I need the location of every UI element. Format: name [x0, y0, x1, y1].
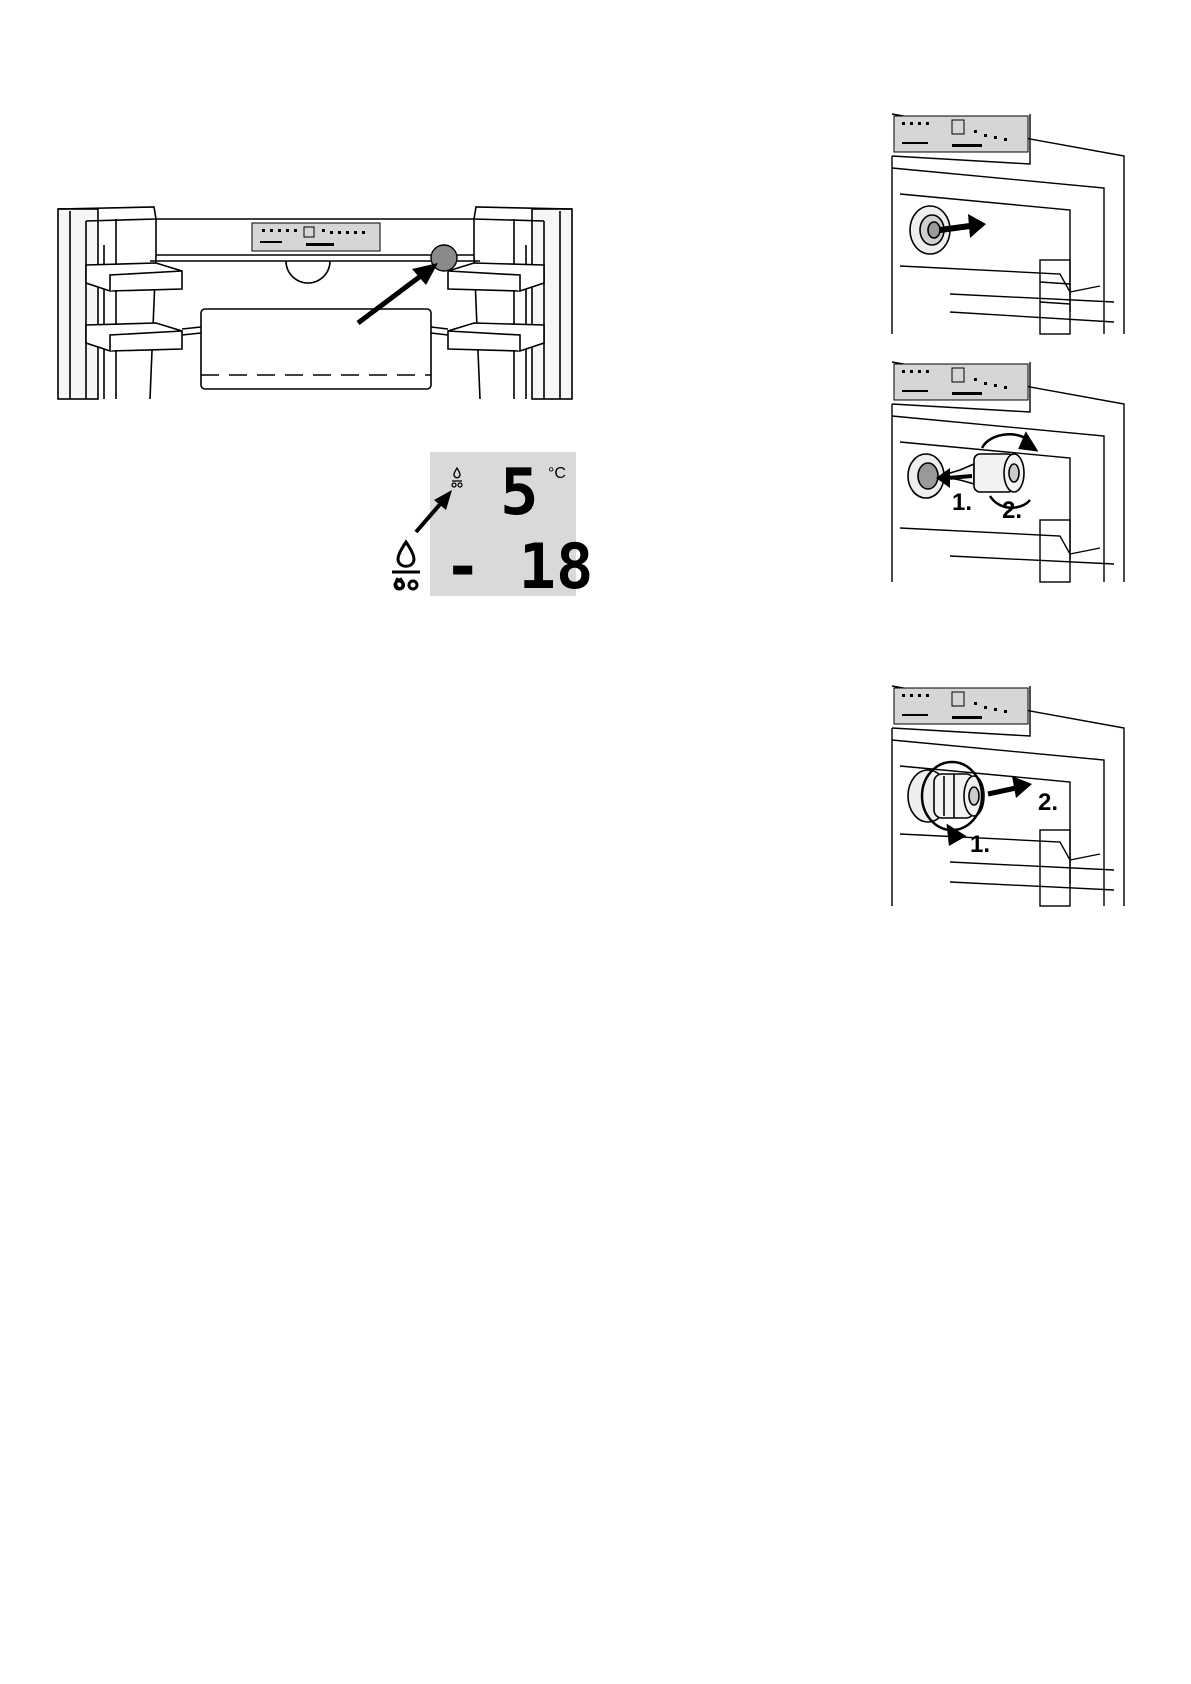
- fridge-interior-figure: [56, 205, 576, 400]
- step-label-1: 1.: [952, 489, 973, 516]
- display-bottom-value: - 18: [444, 530, 594, 603]
- step-remove-cap-illustration: [890, 112, 1126, 334]
- filter-cartridge-icon: [940, 454, 1024, 492]
- step-insert-filter-figure: [890, 360, 1126, 582]
- step-remove-filter-figure: [890, 684, 1126, 906]
- filter-housing-icon: [908, 454, 944, 498]
- control-panel-icon: [252, 223, 380, 251]
- step-insert-filter-illustration: [890, 360, 1126, 582]
- step-remove-filter-illustration: [890, 684, 1126, 906]
- display-top-value: 5: [500, 456, 539, 530]
- filter-cartridge-icon: [934, 774, 984, 818]
- step-label-2: 2.: [1002, 497, 1023, 524]
- step-label-2: 2.: [1038, 789, 1059, 816]
- step-label-1: 1.: [970, 831, 991, 858]
- display-figure: [388, 450, 594, 603]
- display-illustration: [388, 450, 594, 603]
- step-remove-cap-figure: [890, 112, 1126, 334]
- water-filter-icon: [392, 542, 420, 589]
- pull-arrow-icon: [988, 776, 1032, 798]
- display-unit: °C: [548, 465, 566, 482]
- fridge-interior-illustration: [56, 205, 576, 400]
- pointer-arrow-icon: [358, 263, 438, 323]
